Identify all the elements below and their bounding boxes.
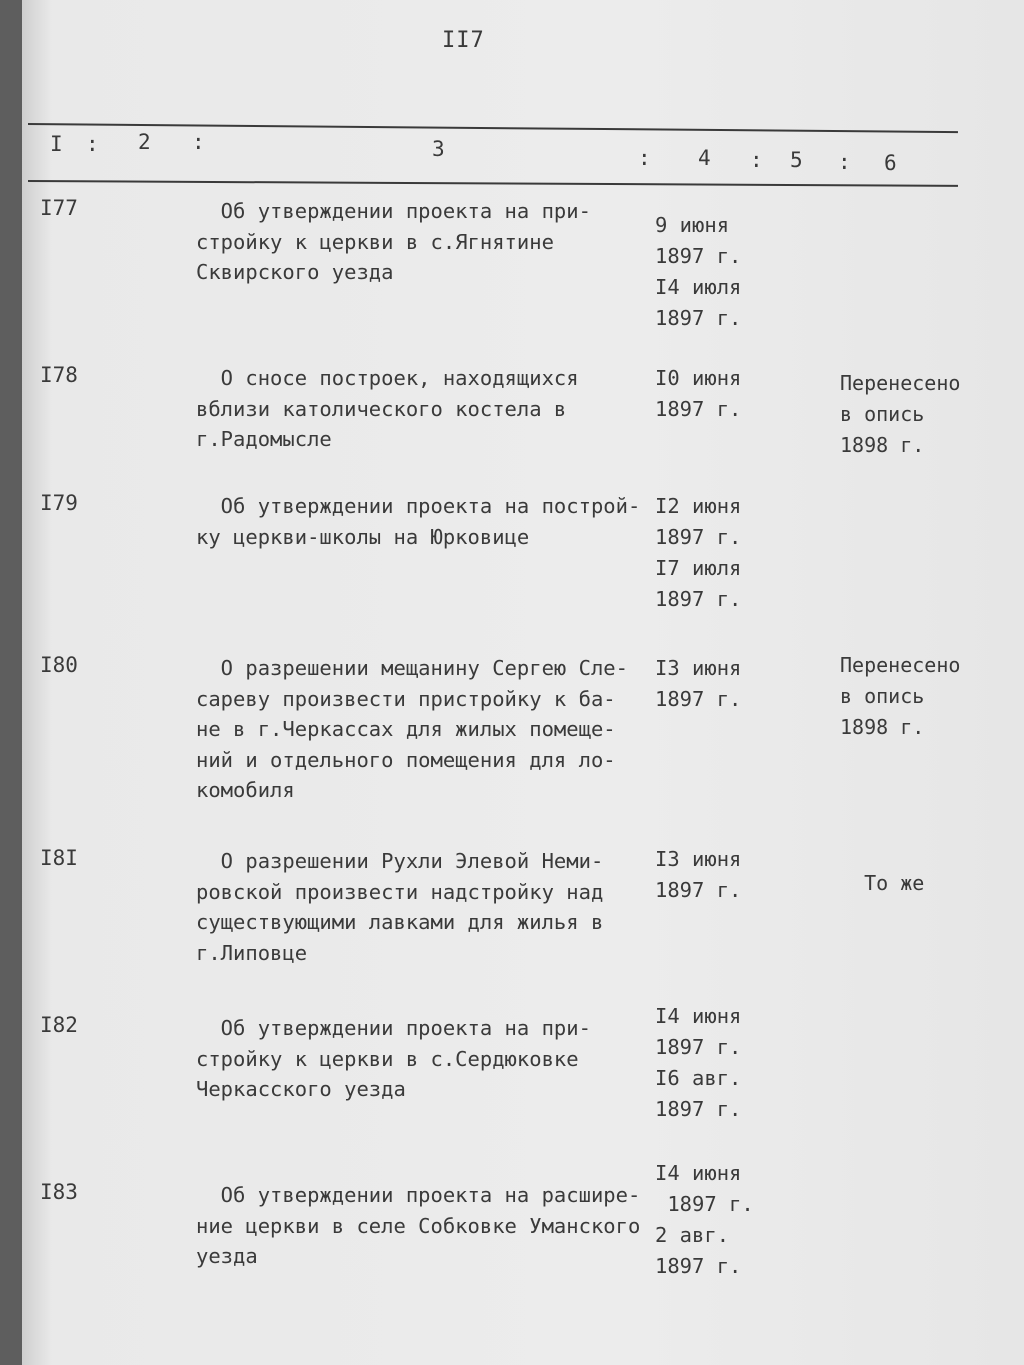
column-header-2: 2 [138, 130, 151, 154]
column-separator: : [838, 150, 851, 174]
column-header-1: I [50, 132, 63, 156]
record-number: I83 [40, 1180, 78, 1204]
column-separator: : [750, 148, 763, 172]
record-title: Об утверждении проекта на расшире- ние церкви в селе Собковке Уманского уезда [196, 1183, 641, 1268]
page-number: II7 [442, 28, 485, 53]
record-number: I82 [40, 1013, 78, 1037]
record-number: I80 [40, 653, 78, 677]
header-rule-bottom [28, 180, 958, 187]
record-note: Перенесено в опись 1898 г. [840, 371, 961, 457]
record-note: То же [840, 871, 925, 895]
header-rule-top [28, 123, 958, 133]
record-title: О сносе построек, находящихся вблизи католического костела в г.Радомысле [196, 366, 579, 451]
column-header-3: 3 [432, 137, 445, 161]
record-number: I78 [40, 363, 78, 387]
record-title: О разрешении Рухли Элевой Неми- ровской произвести надстройку над существующими лавками для жилья в г.Липовце [196, 849, 604, 965]
record-title: Об утверждении проекта на при- стройку к церкви в с.Сердюковке Черкасского уезда [196, 1016, 591, 1101]
column-separator: : [638, 146, 651, 170]
record-number: I77 [40, 196, 78, 220]
record-dates: I3 июня 1897 г. [655, 847, 742, 902]
record-title: Об утверждении проекта на при- стройку к церкви в с.Ягнятине Сквирского уезда [196, 199, 591, 284]
record-dates: I4 июня 1897 г. I6 авг. 1897 г. [655, 1004, 742, 1121]
column-header-5: 5 [790, 148, 803, 172]
record-dates: I4 июня 1897 г. 2 авг. 1897 г. [655, 1161, 754, 1278]
record-dates: I3 июня 1897 г. [655, 656, 742, 711]
document-page [22, 0, 1024, 1365]
column-separator: : [192, 130, 205, 154]
record-dates: I0 июня 1897 г. [655, 366, 742, 421]
column-header-4: 4 [698, 146, 711, 170]
column-separator: : [86, 132, 99, 156]
record-title: Об утверждении проекта на построй- ку церкви-школы на Юрковице [196, 494, 641, 549]
record-number: I8I [40, 846, 78, 870]
record-dates: I2 июня 1897 г. I7 июля 1897 г. [655, 494, 742, 611]
record-dates: 9 июня 1897 г. I4 июля 1897 г. [655, 213, 742, 330]
column-header-6: 6 [884, 151, 897, 175]
record-note: Перенесено в опись 1898 г. [840, 653, 961, 739]
record-title: О разрешении мещанину Сергею Сле- сареву произвести пристройку к ба- не в г.Черкассах для жилых помеще- ний и отдельного помещения для ло- комобиля [196, 656, 628, 802]
record-number: I79 [40, 491, 78, 515]
